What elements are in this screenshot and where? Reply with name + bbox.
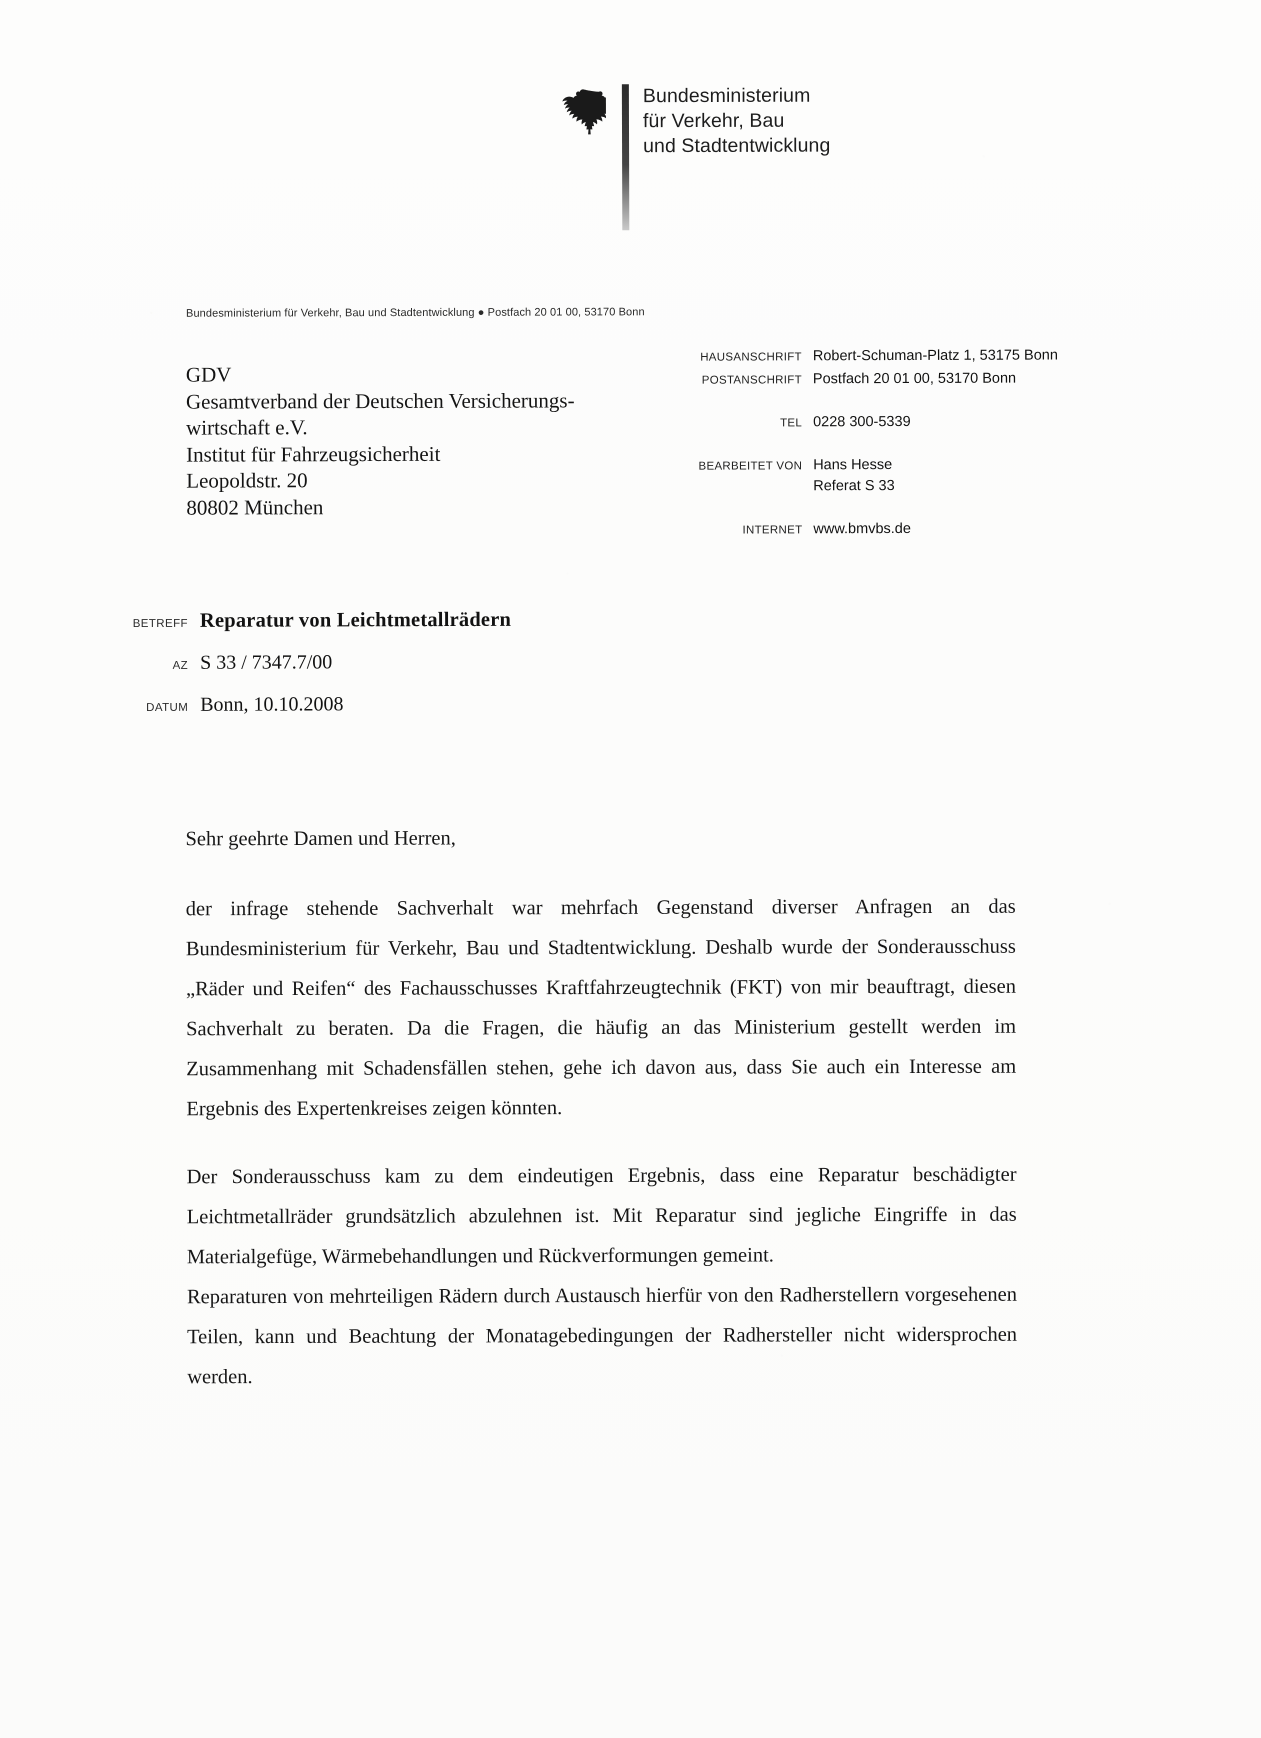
contact-row [690,368,1110,390]
contact-value-postanschrift: Postfach 20 01 00, 53170 Bonn [812,370,1017,388]
contact-value-tel: 0228 300-5339 [813,413,911,431]
date-row [110,692,810,717]
letter-body [185,817,1017,1426]
az-row [110,650,810,675]
contact-label-tel: TEL [780,417,803,430]
contact-label-internet: INTERNET [742,524,803,537]
date-value: Bonn, 10.10.2008 [200,693,344,716]
contact-row [690,345,1110,367]
subject-row [110,608,810,633]
body-paragraph-2: Der Sonderausschuss kam zu dem eindeutigen Ergebnis, dass eine Reparatur beschädigter Leichtmetallräder grundsätzlich abzulehnen ist. Mit Reparatur sind jegliche Eingriffe in das Materialgefüge, Wärmebehandlungen und Rückverformungen gemeint. [186,1163,1017,1269]
salutation: Sehr geehrte Damen und Herren, [185,827,456,851]
date-label: DATUM [146,701,189,714]
contact-value-internet: www.bmvbs.de [813,520,911,538]
letterhead-rule [622,84,629,230]
recipient-address: GDV Gesamtverband der Deutschen Versicherungs- wirtschaft e.V. Institut für Fahrzeugsicherheit Leopoldstr. 20 80802 München [185,362,575,520]
contact-row [690,454,1110,497]
contact-row [690,518,1110,540]
letterhead [560,84,831,231]
subject-label: BETREFF [132,617,188,631]
subject-value: Reparatur von Leichtmetallrädern [199,608,512,632]
contact-label-postanschrift: POSTANSCHRIFT [701,374,802,387]
contact-value-bearbeitet-von: Hans Hesse Referat S 33 [813,457,895,495]
letter-meta [110,608,810,736]
contact-row [690,411,1110,433]
body-paragraph-1: der infrage stehende Sachverhalt war mehrfach Gegenstand diverser Anfragen an das Bundesministerium für Verkehr, Bau und Stadtentwicklung. Deshalb wurde der Sonderausschuss „Räder und Reifen“ des Fachausschusses Kraftfahrzeugtechnik (FKT) von mir beauftragt, diesen Sachverhalt zu beraten. Da die Fragen, die häufig an das Ministerium gestellt werden im Zusammenhang mit Schadensfällen stehen, gehe ich davon aus, dass Sie auch ein Interesse am Ergebnis des Expertenkreises zeigen könnten. [185,895,1017,1121]
body-paragraph-3: Reparaturen von mehrteiligen Rädern durch Austausch hierfür von den Radherstellern vorgesehenen Teilen, kann und Beachtung der Monatagebedingungen der Radhersteller nicht widersprochen werden. [186,1283,1018,1389]
return-address-line: Bundesministerium für Verkehr, Bau und Stadtentwicklung ● Postfach 20 01 00, 53170 Bonn [185,306,645,320]
contact-block [690,345,1111,542]
contact-label-bearbeitet-von: BEARBEITET VON [698,460,803,473]
az-value: S 33 / 7347.7/00 [200,651,333,674]
ministry-name: Bundesministerium für Verkehr, Bau und Stadtentwicklung [642,84,831,158]
az-label: AZ [172,659,189,672]
federal-eagle-icon [560,86,606,138]
contact-value-hausanschrift: Robert-Schuman-Platz 1, 53175 Bonn [812,347,1058,365]
contact-label-hausanschrift: HAUSANSCHRIFT [700,351,802,364]
